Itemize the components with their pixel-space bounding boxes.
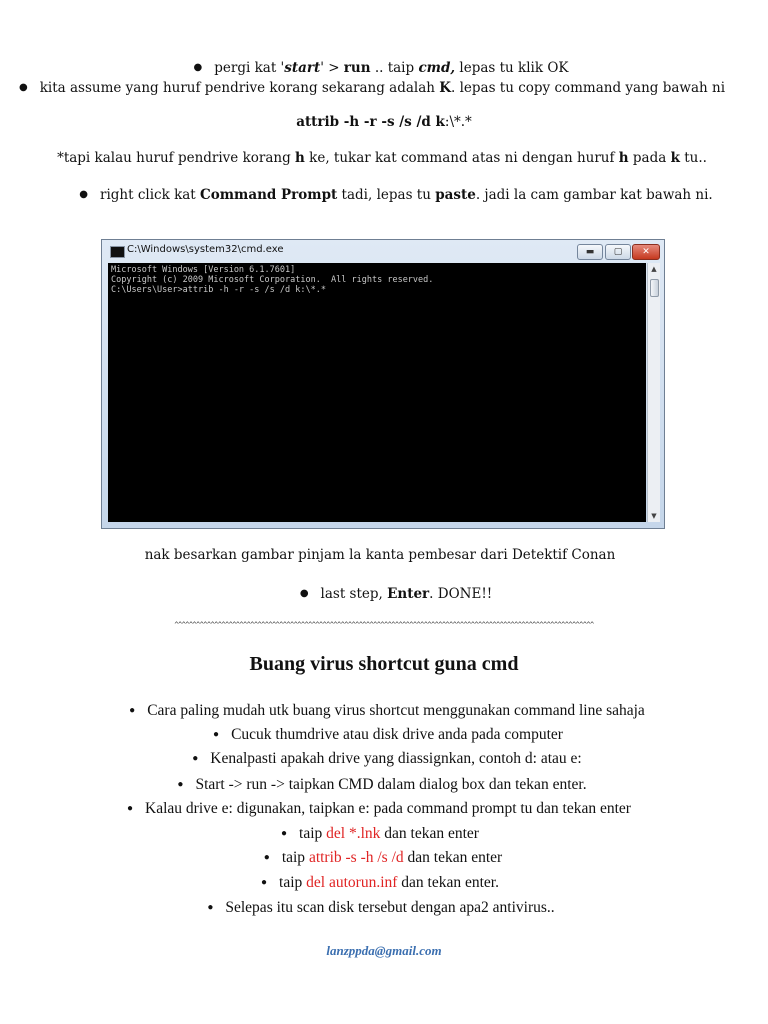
bullet-icon: ● xyxy=(79,189,89,200)
console-line: C:\Users\User>attrib -h -r -s /s /d k:\*.* xyxy=(111,285,326,295)
list-item: ● Selepas itu scan disk tersebut dengan apa2 antivirus.. xyxy=(207,899,555,916)
list-item: ● taip del autorun.inf dan tekan enter. xyxy=(260,874,499,891)
list-item: ● Kalau drive e: digunakan, taipkan e: pada command prompt tu dan tekan enter xyxy=(127,800,631,817)
scroll-up-icon: ▲ xyxy=(651,265,657,273)
instruction-step-4: ● last step, Enter. DONE!! xyxy=(299,586,493,602)
instruction-step-1: ● pergi kat 'start' > run .. taip cmd, lepas tu klik OK xyxy=(193,60,569,76)
bullet-icon: ● xyxy=(127,803,134,814)
list-item: ● Cucuk thumdrive atau disk drive anda pada computer xyxy=(213,726,563,743)
bullet-icon: ● xyxy=(260,877,268,888)
list-item: ● taip attrib -s -h /s /d dan tekan enter xyxy=(263,849,503,866)
author-email: lanzppda@gmail.com xyxy=(326,943,442,958)
instruction-step-3: ● right click kat Command Prompt tadi, lepas tu paste. jadi la cam gambar kat bawah ni. xyxy=(79,187,713,203)
caret-divider: ^^^^^^^^^^^^^^^^^^^^^^^^^^^^^^^^^^^^^^^^^^^^^^^^^^^^^^^^^^^^^^^^^^^^^^^^^^^^^^^^^^^^^^^^^^^^^^^^^^^^^^^^^^^^^^^^^^^^ xyxy=(174,621,594,629)
list-item: ● taip del *.lnk dan tekan enter xyxy=(281,825,479,842)
close-icon: ✕ xyxy=(632,244,660,260)
list-item: ● Start -> run -> taipkan CMD dalam dialog box dan tekan enter. xyxy=(177,776,587,793)
bullet-icon: ● xyxy=(299,588,309,599)
bullet-icon: ● xyxy=(281,828,288,839)
bullet-icon: ● xyxy=(177,779,184,790)
section-heading: Buang virus shortcut guna cmd xyxy=(249,653,519,675)
console-line: Copyright (c) 2009 Microsoft Corporation. All rights reserved. xyxy=(111,275,434,285)
image-caption: nak besarkan gambar pinjam la kanta pembesar dari Detektif Conan xyxy=(144,547,616,563)
cmd-window-screenshot xyxy=(101,239,665,529)
list-item: ● Cara paling mudah utk buang virus shortcut menggunakan command line sahaja xyxy=(129,702,645,719)
bullet-icon: ● xyxy=(129,705,136,716)
bullet-icon: ● xyxy=(263,852,270,863)
cmd-scrollbar xyxy=(647,263,660,522)
bullet-icon: ● xyxy=(207,902,214,913)
console-line: Microsoft Windows [Version 6.1.7601] xyxy=(111,265,296,275)
instruction-step-2: ● kita assume yang huruf pendrive korang sekarang adalah K. lepas tu copy command yang bawah ni xyxy=(18,80,726,96)
maximize-icon: ▢ xyxy=(605,244,631,260)
cmd-app-icon xyxy=(110,246,125,258)
minimize-icon: ▬ xyxy=(577,244,603,260)
bullet-icon: ● xyxy=(193,62,203,73)
scrollbar-thumb xyxy=(650,279,659,297)
bullet-icon: ● xyxy=(18,82,28,93)
cmd-console-output xyxy=(108,263,646,522)
cmd-titlebar xyxy=(102,240,664,262)
bullet-icon: ● xyxy=(192,753,199,764)
attrib-command: attrib -h -r -s /s /d k:\*.* xyxy=(296,114,472,130)
pendrive-letter-note: *tapi kalau huruf pendrive korang h ke, tukar kat command atas ni dengan huruf h pada k tu.. xyxy=(57,150,707,166)
bullet-icon: ● xyxy=(213,729,220,740)
cmd-window-title: C:\Windows\system32\cmd.exe xyxy=(127,244,284,255)
scroll-down-icon: ▼ xyxy=(651,512,657,520)
list-item: ● Kenalpasti apakah drive yang diassignkan, contoh d: atau e: xyxy=(192,750,582,767)
